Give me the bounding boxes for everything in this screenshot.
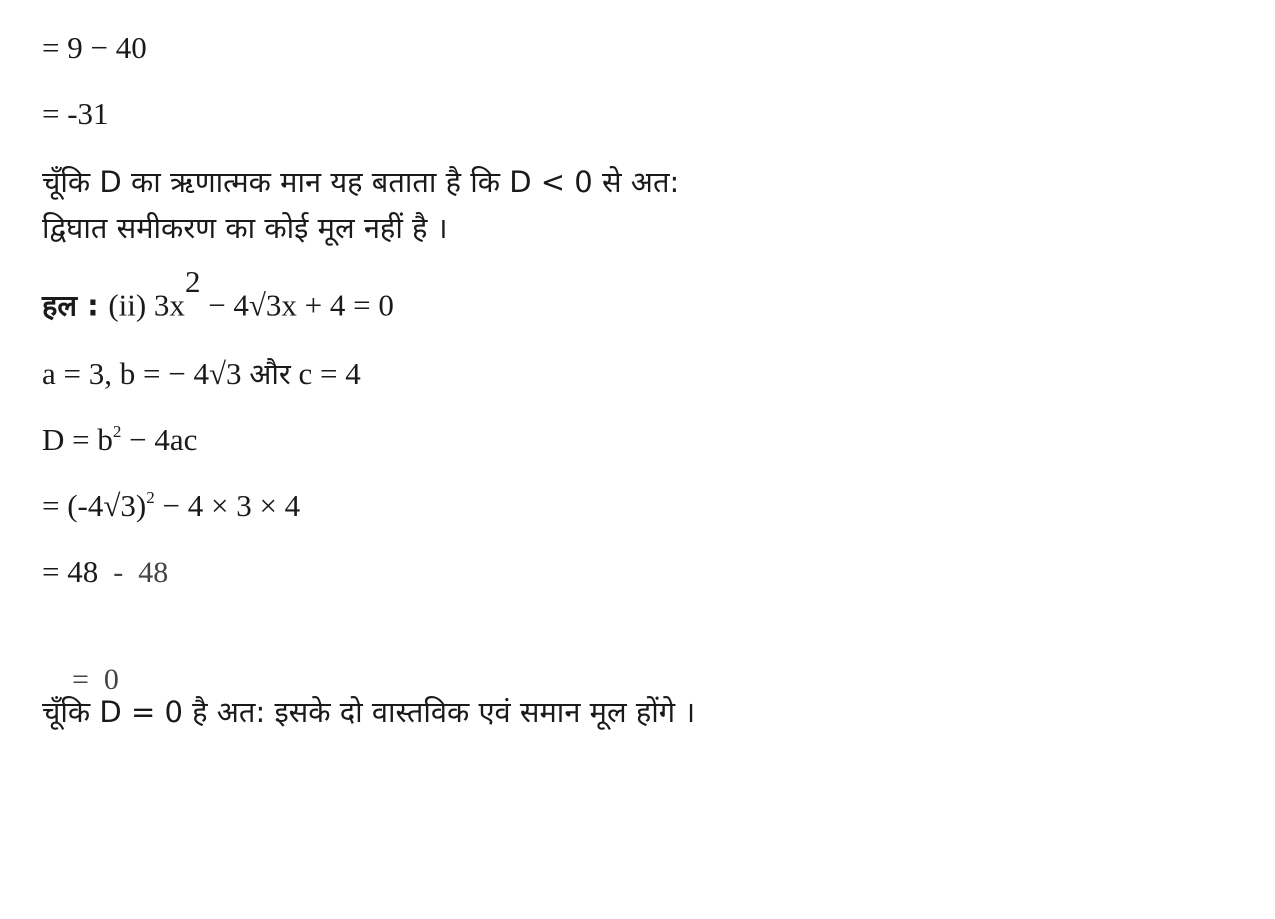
coefficients-line — [42, 354, 361, 395]
step-line-1 — [42, 28, 147, 68]
exponent: 2 — [146, 488, 155, 508]
final-conclusion — [42, 692, 695, 732]
equation-part: (ii) 3x — [108, 287, 185, 323]
conclusion-line-1 — [42, 162, 679, 202]
equation-part: = 48 — [42, 554, 99, 589]
equation-part: − 4ac — [121, 422, 198, 457]
equation-part: = (-4√3) — [42, 488, 147, 523]
equation-part: D = b — [42, 422, 113, 457]
conjunction-text: और — [249, 357, 291, 391]
step-line-3 — [42, 486, 300, 526]
hindi-text: चूँकि D का ऋणात्मक मान यह बताता है कि D < 0 से अत: — [42, 165, 680, 199]
equation-text: = 0 — [72, 663, 119, 696]
solution-heading — [42, 264, 394, 326]
equation-part: a = 3, b = − 4√3 — [42, 356, 250, 391]
hindi-text: चूँकि D = 0 है अत: इसके दो वास्तविक एवं समान मूल होंगे । — [42, 695, 696, 729]
conclusion-line-2 — [42, 208, 448, 248]
equation-part: − 4√3x + 4 = 0 — [200, 287, 394, 323]
exponent: 2 — [184, 264, 201, 299]
equation-text: = -31 — [42, 96, 109, 131]
step-line-4 — [42, 552, 168, 593]
equation-part: − 4 × 3 × 4 — [154, 488, 301, 523]
equation-text: = 9 − 40 — [42, 30, 147, 65]
exponent: 2 — [112, 422, 122, 442]
equation-part: - 48 — [98, 556, 169, 589]
hindi-text: द्विघात समीकरण का कोई मूल नहीं है । — [42, 211, 448, 245]
solution-label: हल : — [42, 288, 99, 323]
step-line-2 — [42, 94, 109, 134]
discriminant-formula — [42, 420, 197, 460]
equation-part: c = 4 — [290, 356, 361, 391]
